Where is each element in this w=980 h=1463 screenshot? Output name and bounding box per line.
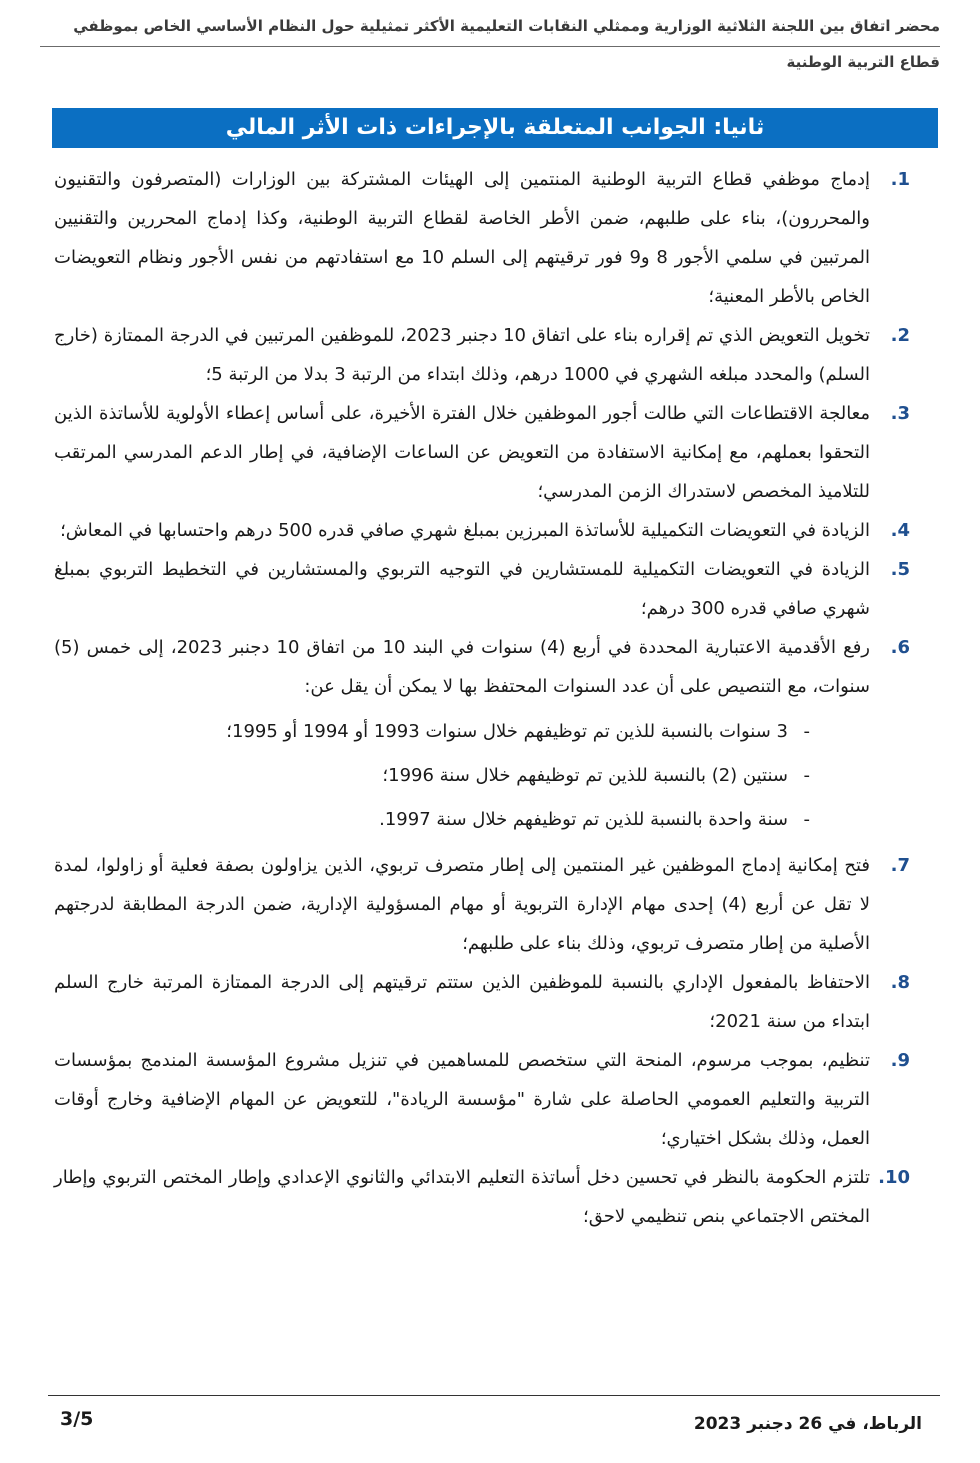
item-text: الزيادة في التعويضات التكميلية للأساتذة المبرزين بمبلغ شهري صافي قدره 500 درهم واحتسابها في المعاش؛ (60, 520, 870, 541)
list-item (54, 1041, 910, 1158)
footer-divider (48, 1395, 940, 1396)
item-text: تنظيم، بموجب مرسوم، المنحة التي ستخصص للمساهمين في تنزيل مشروع المؤسسة المندمج بمؤسسات التربية والتعليم العمومي الحاصلة على شارة "مؤسسة الريادة"، للتعويض عن المهام الإضافية وخارج أوقات العمل، وذلك بشكل اختياري؛ (54, 1050, 870, 1149)
items-list (54, 160, 910, 1236)
header-divider (40, 46, 940, 47)
footer-date: الرباط، في 26 دجنبر 2023 (693, 1414, 922, 1434)
page-number: 3/5 (60, 1408, 94, 1430)
item-number: 6. (890, 637, 910, 658)
item-text: معالجة الاقتطاعات التي طالت أجور الموظفين خلال الفترة الأخيرة، على أساس إعطاء الأولوية للأساتذة الذين التحقوا بعملهم، مع إمكانية الاستفادة من التعويض عن الساعات الإضافية، في إطار الدعم المدرسي المرتقب للتلاميذ المخصص لاستدراك الزمن المدرسي؛ (54, 403, 870, 502)
sub-list-item: - سنتين (2) بالنسبة للذين تم توظيفهم خلال سنة 1996؛ (54, 754, 810, 798)
list-item (54, 316, 910, 394)
list-item (54, 1158, 910, 1236)
sub-list (54, 710, 870, 842)
item-number: 8. (890, 972, 910, 993)
item-number: 10. (878, 1167, 910, 1188)
sub-list-item: - 3 سنوات بالنسبة للذين تم توظيفهم خلال سنوات 1993 أو 1994 أو 1995؛ (54, 710, 810, 754)
list-item (54, 394, 910, 511)
list-item (54, 550, 910, 628)
list-item (54, 160, 910, 316)
item-text: تخويل التعويض الذي تم إقراره بناء على اتفاق 10 دجنبر 2023، للموظفين المرتبين في الدرجة الممتازة (خارج السلم) والمحدد مبلغه الشهري في 1000 درهم، وذلك ابتداء من الرتبة 3 بدلا من الرتبة 5؛ (54, 325, 870, 385)
item-number: 2. (890, 325, 910, 346)
sub-list-item: - سنة واحدة بالنسبة للذين تم توظيفهم خلال سنة 1997. (54, 798, 810, 842)
list-item (54, 511, 910, 550)
item-number: 9. (890, 1050, 910, 1071)
item-number: 4. (890, 520, 910, 541)
list-item (54, 846, 910, 963)
item-text: الزيادة في التعويضات التكميلية للمستشارين في التوجيه التربوي والمستشارين في التخطيط التربوي بمبلغ شهري صافي قدره 300 درهم؛ (54, 559, 870, 619)
item-number: 3. (890, 403, 910, 424)
item-text: فتح إمكانية إدماج الموظفين غير المنتمين إلى إطار متصرف تربوي، الذين يزاولون بصفة فعلية أو زاولوا، لمدة لا تقل عن أربع (4) إحدى مهام الإدارة التربوية أو مهام المسؤولية الإدارية، ضمن الدرجة المطابقة لدرجتهم الأصلية من إطار متصرف تربوي، وذلك بناء على طلبهم؛ (54, 855, 870, 954)
item-text: رفع الأقدمية الاعتبارية المحددة في أربع (4) سنوات في البند 10 من اتفاق 10 دجنبر 2023، إلى خمس (5) سنوات، مع التنصيص على أن عدد السنوات المحتفظ بها لا يمكن أن يقل عن: (54, 637, 871, 697)
item-text: تلتزم الحكومة بالنظر في تحسين دخل أساتذة التعليم الابتدائي والثانوي الإعدادي وإطار المختص التربوي وإطار المختص الاجتماعي بنص تنظيمي لاحق؛ (54, 1167, 870, 1227)
document-header: محضر اتفاق بين اللجنة الثلاثية الوزارية وممثلي النقابات التعليمية الأكثر تمثيلية حول النظام الأساسي الخاص بموظفي قطاع التربية الوطنية (73, 17, 940, 71)
item-text: الاحتفاظ بالمفعول الإداري بالنسبة للموظفين الذين ستتم ترقيتهم إلى الدرجة الممتازة المرتبة خارج السلم ابتداء من سنة 2021؛ (54, 972, 870, 1032)
list-item (54, 963, 910, 1041)
item-number: 1. (890, 169, 910, 190)
section-title: ثانيا: الجوانب المتعلقة بالإجراءات ذات الأثر المالي (52, 108, 938, 148)
item-number: 5. (890, 559, 910, 580)
item-text: إدماج موظفي قطاع التربية الوطنية المنتمين إلى الهيئات المشتركة بين الوزارات (المتصرفون والتقنيون والمحررون)، بناء على طلبهم، ضمن الأطر الخاصة لقطاع التربية الوطنية، وكذا إدماج المحررين والتقنيين المرتبين في سلمي الأجور 8 و9 فور ترقيتهم إلى السلم 10 مع استفادتهم من نفس الأجور ونظام التعويضات الخاص بالأطر المعنية؛ (54, 169, 870, 307)
list-item (54, 628, 910, 842)
item-number: 7. (890, 855, 910, 876)
